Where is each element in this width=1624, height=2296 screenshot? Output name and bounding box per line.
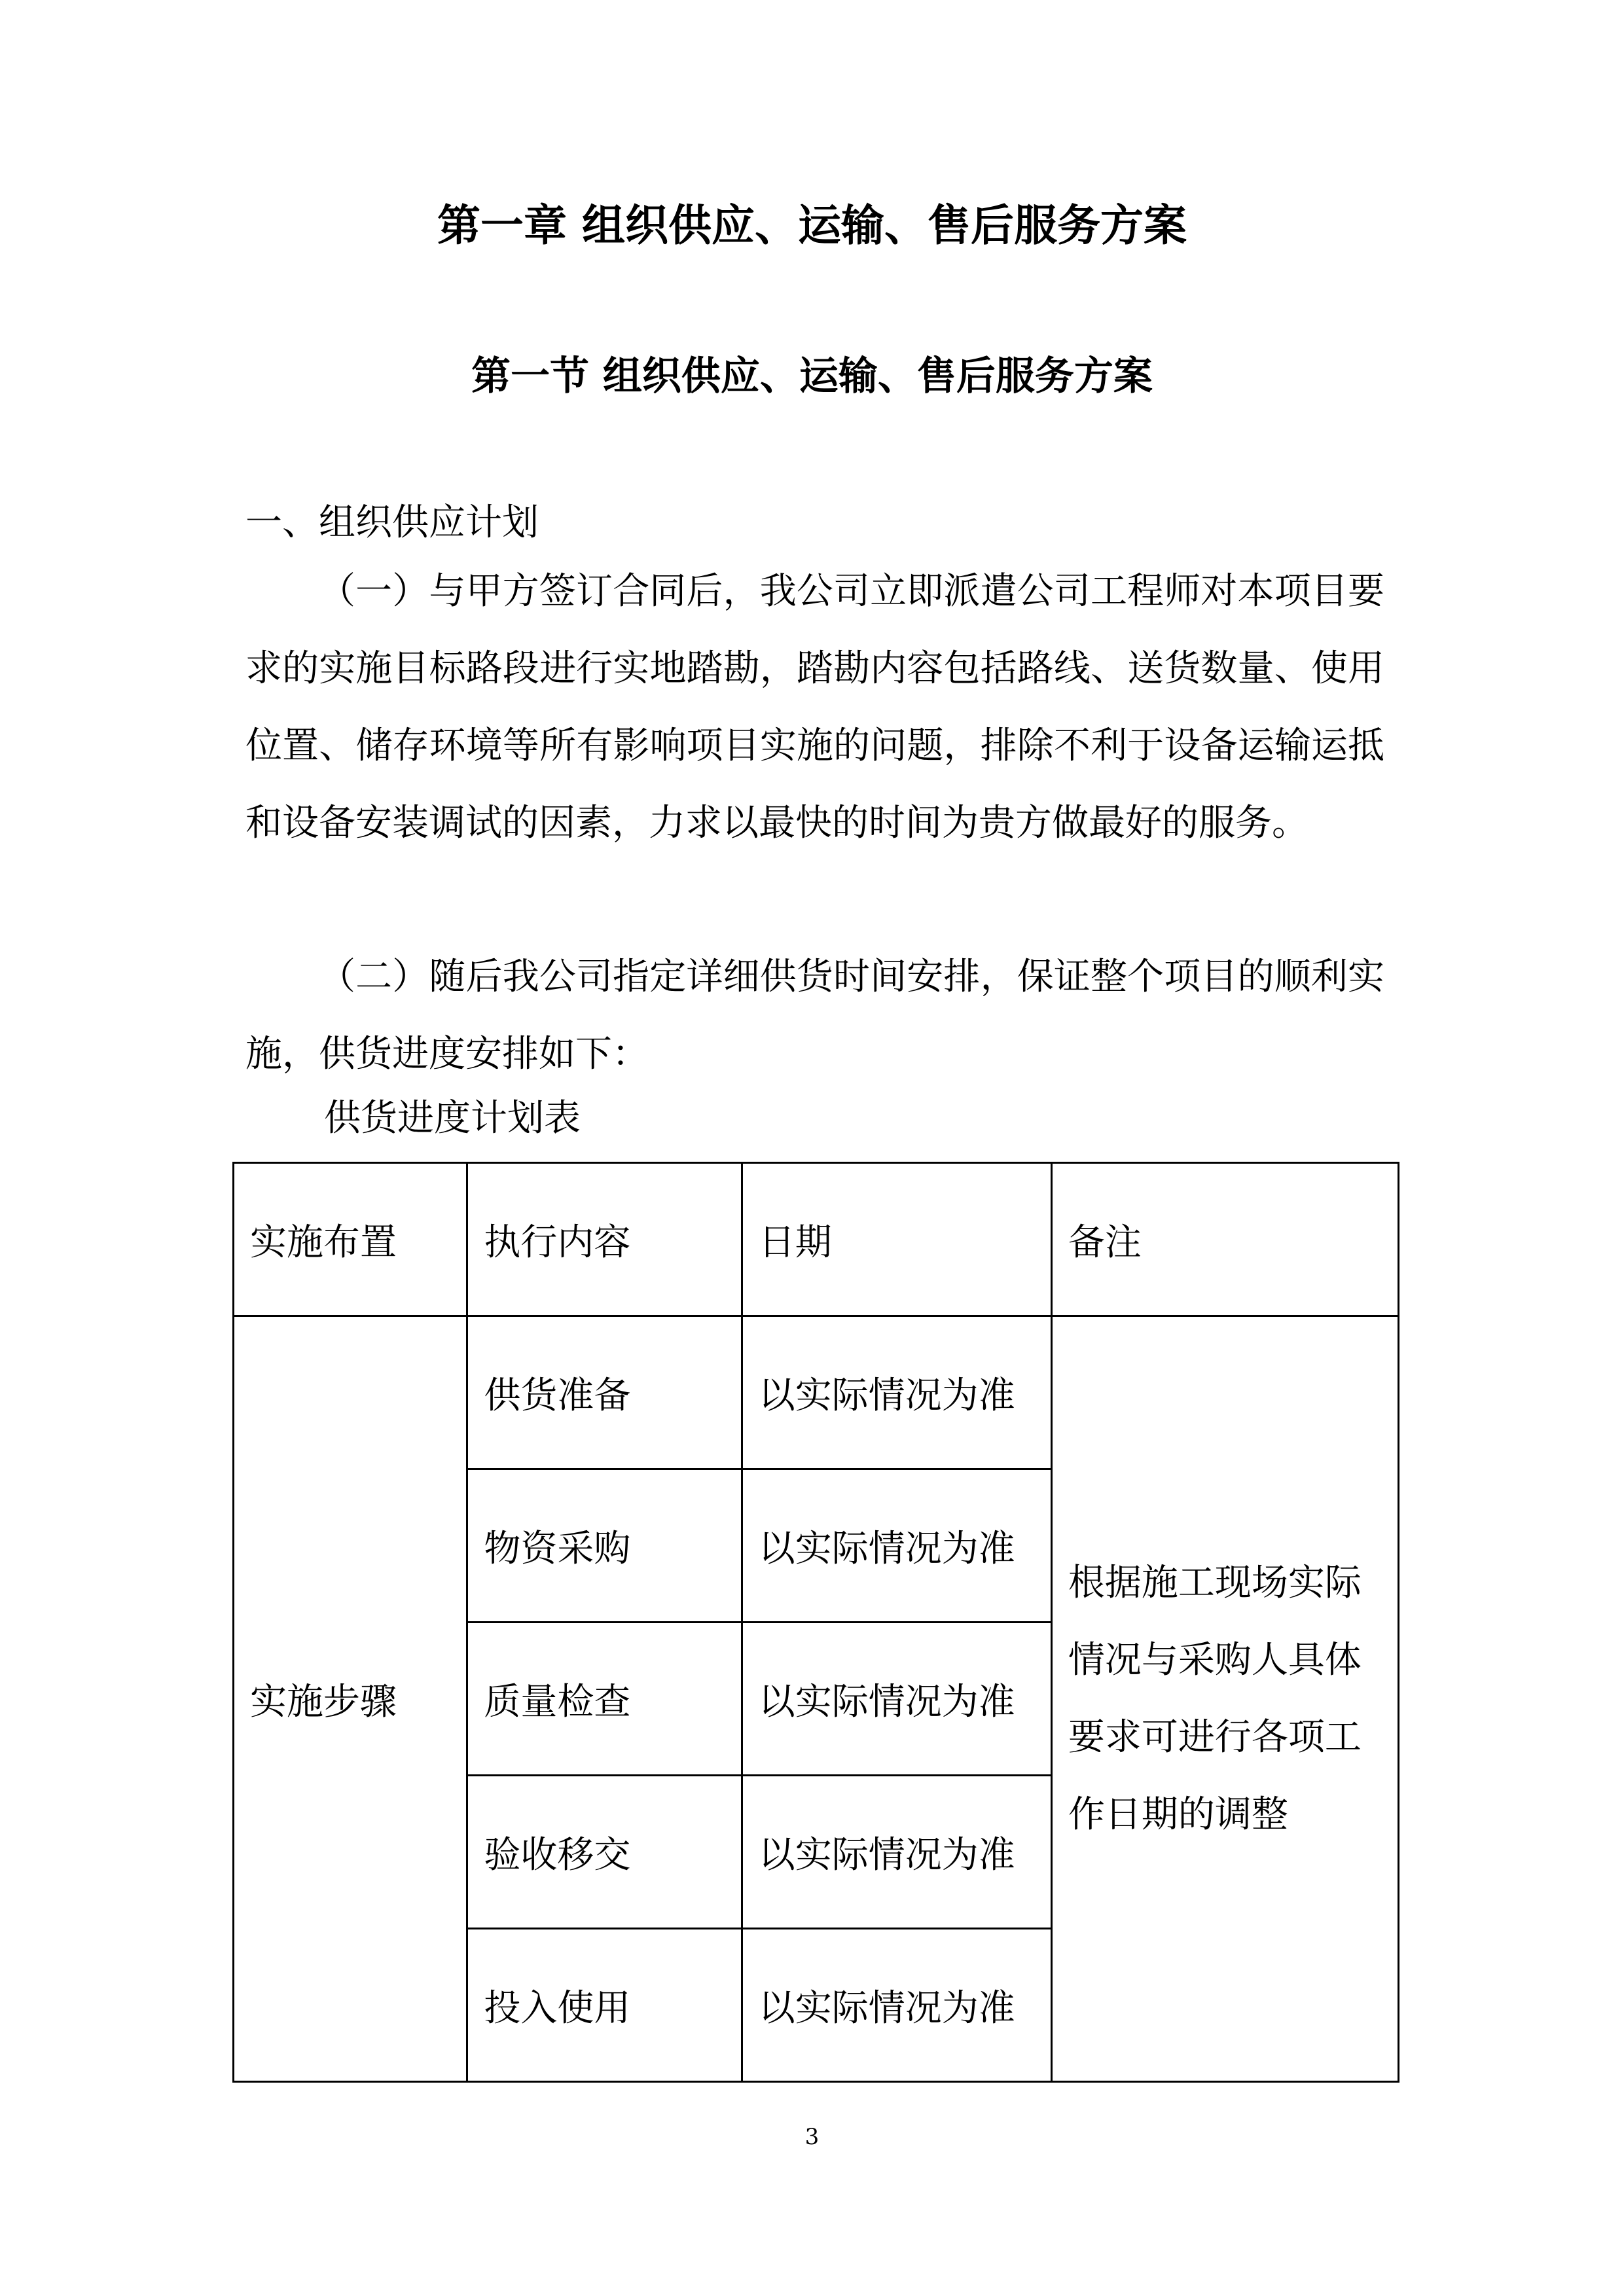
header-cell-content: 执行内容 [467, 1163, 742, 1316]
group-label-cell: 实施步骤 [234, 1316, 467, 2082]
chapter-title: 第一章 组织供应、运输、售后服务方案 [437, 200, 1187, 251]
paragraph-2: （二）随后我公司指定详细供货时间安排，保证整个项目的顺利实施，供货进度安排如下： [245, 956, 1384, 1075]
table-caption: 供货进度计划表 [324, 1097, 581, 1139]
content-cell: 物资采购 [467, 1469, 742, 1623]
table-header-row [234, 1163, 1399, 1316]
content-cell: 投入使用 [467, 1929, 742, 2082]
header-cell-remark: 备注 [1051, 1163, 1398, 1316]
header-cell-layout: 实施布置 [234, 1163, 467, 1316]
supply-schedule-table [232, 1162, 1399, 2083]
date-cell: 以实际情况为准 [742, 1623, 1051, 1776]
paragraph-1: （一）与甲方签订合同后，我公司立即派遣公司工程师对本项目要求的实施目标路段进行实地踏勘，踏勘内容包括路线、送货数量、使用位置、储存环境等所有影响项目实施的问题，排除不利于设备运输运抵和设备安装调试的因素，力求以最快的时间为贵方做最好的服务。 [245, 570, 1384, 844]
table-row [234, 1316, 1399, 1469]
remark-cell: 根据施工现场实际情况与采购人具体要求可进行各项工作日期的调整 [1051, 1316, 1398, 2082]
date-cell: 以实际情况为准 [742, 1776, 1051, 1929]
content-cell: 质量检查 [467, 1623, 742, 1776]
section-title: 第一节 组织供应、运输、售后服务方案 [471, 353, 1153, 399]
content-cell: 验收移交 [467, 1776, 742, 1929]
subsection-heading: 一、组织供应计划 [245, 501, 539, 544]
page-number: 3 [804, 2124, 820, 2150]
date-cell: 以实际情况为准 [742, 1929, 1051, 2082]
date-cell: 以实际情况为准 [742, 1316, 1051, 1469]
header-cell-date: 日期 [742, 1163, 1051, 1316]
date-cell: 以实际情况为准 [742, 1469, 1051, 1623]
content-cell: 供货准备 [467, 1316, 742, 1469]
